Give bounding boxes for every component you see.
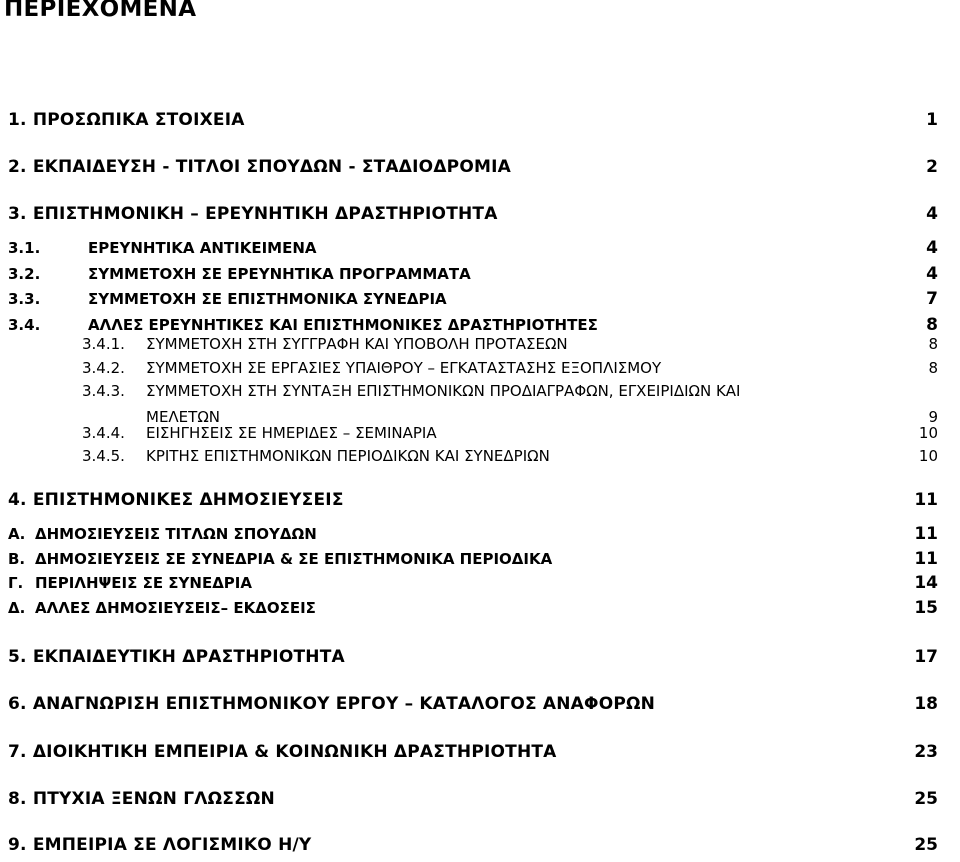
- toc-entry-3-3[interactable]: [0, 286, 960, 312]
- toc-number: Β.: [8, 550, 26, 568]
- toc-title: ΕΠΙΣΤΗΜΟΝΙΚΗ – ΕΡΕΥΝΗΤΙΚΗ ΔΡΑΣΤΗΡΙΟΤΗΤΑ: [32, 204, 498, 224]
- toc-title: ΕΜΠΕΙΡΙΑ ΣΕ ΛΟΓΙΣΜΙΚΟ Η/Υ: [32, 835, 312, 855]
- toc-number: 3.4.2.: [82, 359, 125, 377]
- toc-page-number: 25: [914, 789, 938, 809]
- toc-title: ΣΥΜΜΕΤΟΧΗ ΣΤΗ ΣΥΝΤΑΞΗ ΕΠΙΣΤΗΜΟΝΙΚΩΝ ΠΡΟΔΙΑΓΡΑΦΩΝ, ΕΓΧΕΙΡΙΔΙΩΝ ΚΑΙ: [146, 382, 741, 400]
- toc-number: 3.3.: [8, 290, 41, 308]
- toc-page-number: 8: [928, 335, 938, 353]
- toc-title: ΣΥΜΜΕΤΟΧΗ ΣΤΗ ΣΥΓΓΡΑΦΗ ΚΑΙ ΥΠΟΒΟΛΗ ΠΡΟΤΑΣΕΩΝ: [146, 335, 568, 353]
- toc-entry-3-1[interactable]: [0, 235, 960, 261]
- toc-title: ΕΚΠΑΙΔΕΥΤΙΚΗ ΔΡΑΣΤΗΡΙΟΤΗΤΑ: [32, 647, 345, 667]
- toc-number: 3.1.: [8, 239, 41, 257]
- toc-title: ΕΙΣΗΓΗΣΕΙΣ ΣΕ ΗΜΕΡΙΔΕΣ – ΣΕΜΙΝΑΡΙΑ: [146, 424, 437, 442]
- toc-number: 7.: [8, 742, 27, 762]
- toc-page-number: 11: [914, 549, 938, 569]
- toc-entry-3-4-5[interactable]: [0, 443, 960, 469]
- toc-page-number: 1: [926, 110, 938, 130]
- toc-entry-4-d[interactable]: [0, 595, 960, 621]
- toc-title: ΑΝΑΓΝΩΡΙΣΗ ΕΠΙΣΤΗΜΟΝΙΚΟΥ ΕΡΓΟΥ – ΚΑΤΑΛΟΓΟΣ ΑΝΑΦΟΡΩΝ: [32, 694, 656, 714]
- toc-page-number: 8: [928, 359, 938, 377]
- toc-title: ΕΚΠΑΙΔΕΥΣΗ - ΤΙΤΛΟΙ ΣΠΟΥΔΩΝ - ΣΤΑΔΙΟΔΡΟΜΙΑ: [32, 157, 511, 177]
- toc-number: 8.: [8, 789, 27, 809]
- toc-number: Γ.: [8, 574, 24, 592]
- toc-number: 1.: [8, 110, 27, 130]
- toc-entry-8[interactable]: [0, 786, 960, 812]
- toc-page-number: 9: [928, 408, 938, 426]
- toc-number: 4.: [8, 490, 27, 510]
- toc-entry-4-c[interactable]: [0, 570, 960, 596]
- toc-title: ΑΛΛΕΣ ΕΡΕΥΝΗΤΙΚΕΣ ΚΑΙ ΕΠΙΣΤΗΜΟΝΙΚΕΣ ΔΡΑΣΤΗΡΙΟΤΗΤΕΣ: [88, 316, 598, 334]
- toc-title: ΔΗΜΟΣΙΕΥΣΕΙΣ ΤΙΤΛΩΝ ΣΠΟΥΔΩΝ: [35, 525, 317, 543]
- toc-page-number: 15: [914, 598, 938, 618]
- toc-number: 6.: [8, 694, 27, 714]
- toc-page-number: 11: [914, 524, 938, 544]
- toc-entry-4-b[interactable]: [0, 546, 960, 572]
- toc-entry-3-4-1[interactable]: [0, 331, 960, 357]
- toc-page-number: 18: [914, 694, 938, 714]
- toc-number: 3.4.4.: [82, 424, 125, 442]
- toc-title: ΑΛΛΕΣ ΔΗΜΟΣΙΕΥΣΕΙΣ– ΕΚΔΟΣΕΙΣ: [35, 599, 316, 617]
- toc-page-number: 14: [914, 573, 938, 593]
- toc-page-number: 10: [918, 424, 938, 442]
- toc-title: ΔΗΜΟΣΙΕΥΣΕΙΣ ΣΕ ΣΥΝΕΔΡΙΑ & ΣΕ ΕΠΙΣΤΗΜΟΝΙΚΑ ΠΕΡΙΟΔΙΚΑ: [35, 550, 553, 568]
- toc-title: ΚΡΙΤΗΣ ΕΠΙΣΤΗΜΟΝΙΚΩΝ ΠΕΡΙΟΔΙΚΩΝ ΚΑΙ ΣΥΝΕΔΡΙΩΝ: [146, 447, 550, 465]
- toc-title: ΠΤΥΧΙΑ ΞΕΝΩΝ ΓΛΩΣΣΩΝ: [32, 789, 275, 809]
- toc-title: ΠΕΡΙΛΗΨΕΙΣ ΣΕ ΣΥΝΕΔΡΙΑ: [35, 574, 252, 592]
- toc-number: 3.4.: [8, 316, 41, 334]
- toc-page-number: 8: [926, 315, 938, 335]
- toc-title: ΔΙΟΙΚΗΤΙΚΗ ΕΜΠΕΙΡΙΑ & ΚΟΙΝΩΝΙΚΗ ΔΡΑΣΤΗΡΙΟΤΗΤΑ: [32, 742, 557, 762]
- toc-page-number: 2: [926, 157, 938, 177]
- toc-page-number: 4: [926, 204, 938, 224]
- toc-entry-1[interactable]: [0, 107, 960, 133]
- toc-entry-4-a[interactable]: [0, 521, 960, 547]
- toc-number: 9.: [8, 835, 27, 855]
- toc-number: 2.: [8, 157, 27, 177]
- toc-page-number: 17: [914, 647, 938, 667]
- toc-title: ΠΡΟΣΩΠΙΚΑ ΣΤΟΙΧΕΙΑ: [32, 110, 245, 130]
- toc-page-number: 4: [926, 264, 938, 284]
- toc-entry-7[interactable]: [0, 739, 960, 765]
- page-title: ΠΕΡΙΕΧΟΜΕΝΑ: [4, 0, 197, 22]
- toc-title: ΣΥΜΜΕΤΟΧΗ ΣΕ ΕΡΓΑΣΙΕΣ ΥΠΑΙΘΡΟΥ – ΕΓΚΑΤΑΣΤΑΣΗΣ ΕΞΟΠΛΙΣΜΟΥ: [146, 359, 662, 377]
- toc-entry-6[interactable]: [0, 691, 960, 717]
- toc-number: 3.4.1.: [82, 335, 125, 353]
- toc-number: Α.: [8, 525, 26, 543]
- toc-title: ΕΠΙΣΤΗΜΟΝΙΚΕΣ ΔΗΜΟΣΙΕΥΣΕΙΣ: [32, 490, 344, 510]
- toc-title: ΕΡΕΥΝΗΤΙΚΑ ΑΝΤΙΚΕΙΜΕΝΑ: [88, 239, 317, 257]
- toc-entry-2[interactable]: [0, 154, 960, 180]
- toc-title-continuation: ΜΕΛΕΤΩΝ: [146, 408, 221, 426]
- toc-page-number: 10: [918, 447, 938, 465]
- toc-page-number: 11: [914, 490, 938, 510]
- toc-title: ΣΥΜΜΕΤΟΧΗ ΣΕ ΕΠΙΣΤΗΜΟΝΙΚΑ ΣΥΝΕΔΡΙΑ: [88, 290, 447, 308]
- toc-entry-3-2[interactable]: [0, 261, 960, 287]
- toc-number: 3.: [8, 204, 27, 224]
- toc-entry-5[interactable]: [0, 644, 960, 670]
- toc-number: 3.2.: [8, 265, 41, 283]
- toc-entry-4[interactable]: [0, 487, 960, 513]
- toc-title: ΣΥΜΜΕΤΟΧΗ ΣΕ ΕΡΕΥΝΗΤΙΚΑ ΠΡΟΓΡΑΜΜΑΤΑ: [88, 265, 471, 283]
- toc-number: 5.: [8, 647, 27, 667]
- toc-page-number: 23: [914, 742, 938, 762]
- toc-number: Δ.: [8, 599, 26, 617]
- toc-entry-3[interactable]: [0, 201, 960, 227]
- toc-number: 3.4.3.: [82, 382, 125, 400]
- toc-number: 3.4.5.: [82, 447, 125, 465]
- toc-page-number: 7: [926, 289, 938, 309]
- toc-page-number: 4: [926, 238, 938, 258]
- toc-entry-9[interactable]: [0, 832, 960, 858]
- toc-page-number: 25: [914, 835, 938, 855]
